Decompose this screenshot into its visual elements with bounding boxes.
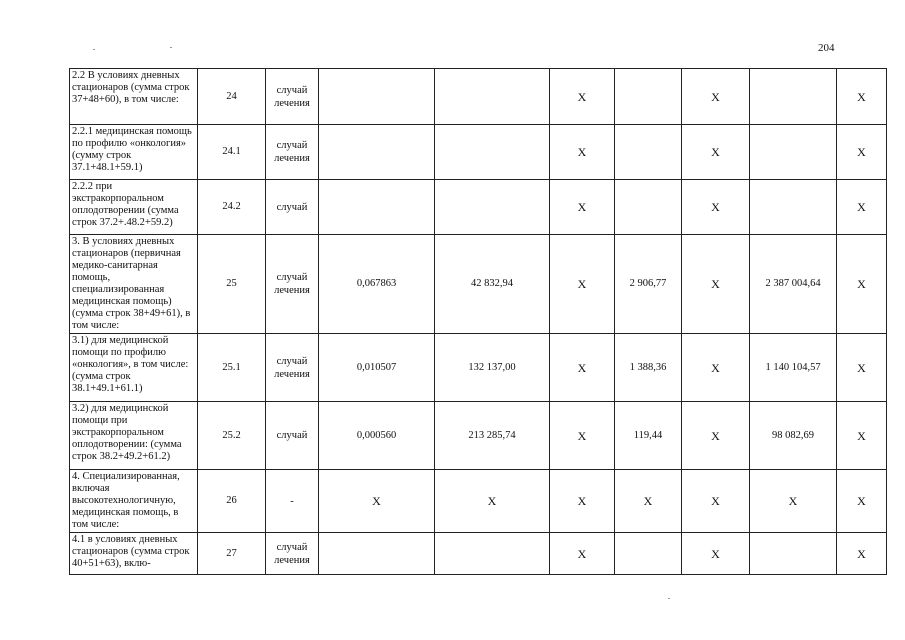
value-cell-c10: Х: [837, 235, 887, 334]
row-number-cell: 24.2: [198, 180, 266, 235]
value-cell-c6: Х: [550, 235, 615, 334]
table-row: [70, 533, 887, 575]
value-cell-c8: Х: [682, 334, 750, 402]
value-cell-c8: Х: [682, 470, 750, 533]
unit-cell: случай лечения: [266, 69, 319, 125]
page-number: 204: [818, 42, 835, 54]
value-cell-c9: 1 140 104,57: [750, 334, 837, 402]
value-cell-c4: [319, 180, 435, 235]
table-row: [70, 69, 887, 125]
value-cell-c5: 42 832,94: [435, 235, 550, 334]
row-name-cell: 2.2.2 при экстракорпоральном оплодотворении (сумма строк 37.2+.48.2+59.2): [70, 180, 198, 235]
value-cell-c5: [435, 533, 550, 575]
row-number-cell: 25: [198, 235, 266, 334]
row-number-cell: 25.1: [198, 334, 266, 402]
row-name-cell: 3.1) для медицинской помощи по профилю «онкология», в том числе: (сумма строк 38.1+49.1+61.1): [70, 334, 198, 402]
value-cell-c5: [435, 180, 550, 235]
value-cell-c7: Х: [615, 470, 682, 533]
row-name-cell: 2.2 В условиях дневных стационаров (сумма строк 37+48+60), в том числе:: [70, 69, 198, 125]
scan-speck: [170, 47, 172, 48]
unit-cell: случай лечения: [266, 533, 319, 575]
value-cell-c7: [615, 533, 682, 575]
value-cell-c5: 213 285,74: [435, 402, 550, 470]
value-cell-c4: 0,000560: [319, 402, 435, 470]
unit-cell: случай лечения: [266, 125, 319, 180]
value-cell-c10: Х: [837, 533, 887, 575]
unit-cell: случай лечения: [266, 235, 319, 334]
financing-table: [69, 68, 887, 575]
value-cell-c10: Х: [837, 334, 887, 402]
row-name-cell: 4. Специализированная, включая высокотехнологичную, медицинская помощь, в том числе:: [70, 470, 198, 533]
value-cell-c7: 2 906,77: [615, 235, 682, 334]
table-row: [70, 334, 887, 402]
value-cell-c6: Х: [550, 402, 615, 470]
row-name-cell: 2.2.1 медицинская помощь по профилю «онкология» (сумму строк 37.1+48.1+59.1): [70, 125, 198, 180]
table-row: [70, 125, 887, 180]
row-number-cell: 27: [198, 533, 266, 575]
value-cell-c8: Х: [682, 69, 750, 125]
value-cell-c4: Х: [319, 470, 435, 533]
value-cell-c6: Х: [550, 180, 615, 235]
value-cell-c8: Х: [682, 180, 750, 235]
value-cell-c10: Х: [837, 125, 887, 180]
value-cell-c6: Х: [550, 533, 615, 575]
unit-cell: случай: [266, 402, 319, 470]
value-cell-c4: [319, 69, 435, 125]
value-cell-c9: 98 082,69: [750, 402, 837, 470]
row-name-cell: 4.1 в условиях дневных стационаров (сумма строк 40+51+63), вклю-: [70, 533, 198, 575]
value-cell-c5: 132 137,00: [435, 334, 550, 402]
value-cell-c4: [319, 125, 435, 180]
value-cell-c10: Х: [837, 470, 887, 533]
value-cell-c6: Х: [550, 470, 615, 533]
row-number-cell: 24.1: [198, 125, 266, 180]
unit-cell: случай лечения: [266, 334, 319, 402]
scan-speck: [668, 598, 670, 599]
value-cell-c4: 0,010507: [319, 334, 435, 402]
value-cell-c9: Х: [750, 470, 837, 533]
row-name-cell: 3. В условиях дневных стационаров (первичная медико-санитарная помощь, специализированная медицинская помощь) (сумма строк 38+49+61), в том числе:: [70, 235, 198, 334]
value-cell-c4: 0,067863: [319, 235, 435, 334]
unit-cell: -: [266, 470, 319, 533]
value-cell-c8: Х: [682, 402, 750, 470]
value-cell-c7: [615, 69, 682, 125]
value-cell-c7: [615, 125, 682, 180]
value-cell-c10: Х: [837, 69, 887, 125]
value-cell-c6: Х: [550, 69, 615, 125]
value-cell-c7: [615, 180, 682, 235]
value-cell-c8: Х: [682, 125, 750, 180]
row-name-cell: 3.2) для медицинской помощи при экстракорпоральном оплодотворении: (сумма строк 38.2+49.2+61.2): [70, 402, 198, 470]
table-row: [70, 235, 887, 334]
value-cell-c8: Х: [682, 235, 750, 334]
value-cell-c5: [435, 125, 550, 180]
value-cell-c5: [435, 69, 550, 125]
value-cell-c9: [750, 180, 837, 235]
scan-speck: [93, 49, 95, 50]
value-cell-c10: Х: [837, 180, 887, 235]
row-number-cell: 26: [198, 470, 266, 533]
value-cell-c10: Х: [837, 402, 887, 470]
value-cell-c7: 1 388,36: [615, 334, 682, 402]
value-cell-c6: Х: [550, 125, 615, 180]
value-cell-c9: [750, 533, 837, 575]
value-cell-c8: Х: [682, 533, 750, 575]
value-cell-c9: [750, 69, 837, 125]
row-number-cell: 25.2: [198, 402, 266, 470]
unit-cell: случай: [266, 180, 319, 235]
row-number-cell: 24: [198, 69, 266, 125]
table-row: [70, 402, 887, 470]
table-row: [70, 470, 887, 533]
value-cell-c9: 2 387 004,64: [750, 235, 837, 334]
value-cell-c5: Х: [435, 470, 550, 533]
value-cell-c6: Х: [550, 334, 615, 402]
value-cell-c9: [750, 125, 837, 180]
value-cell-c7: 119,44: [615, 402, 682, 470]
value-cell-c4: [319, 533, 435, 575]
table-row: [70, 180, 887, 235]
